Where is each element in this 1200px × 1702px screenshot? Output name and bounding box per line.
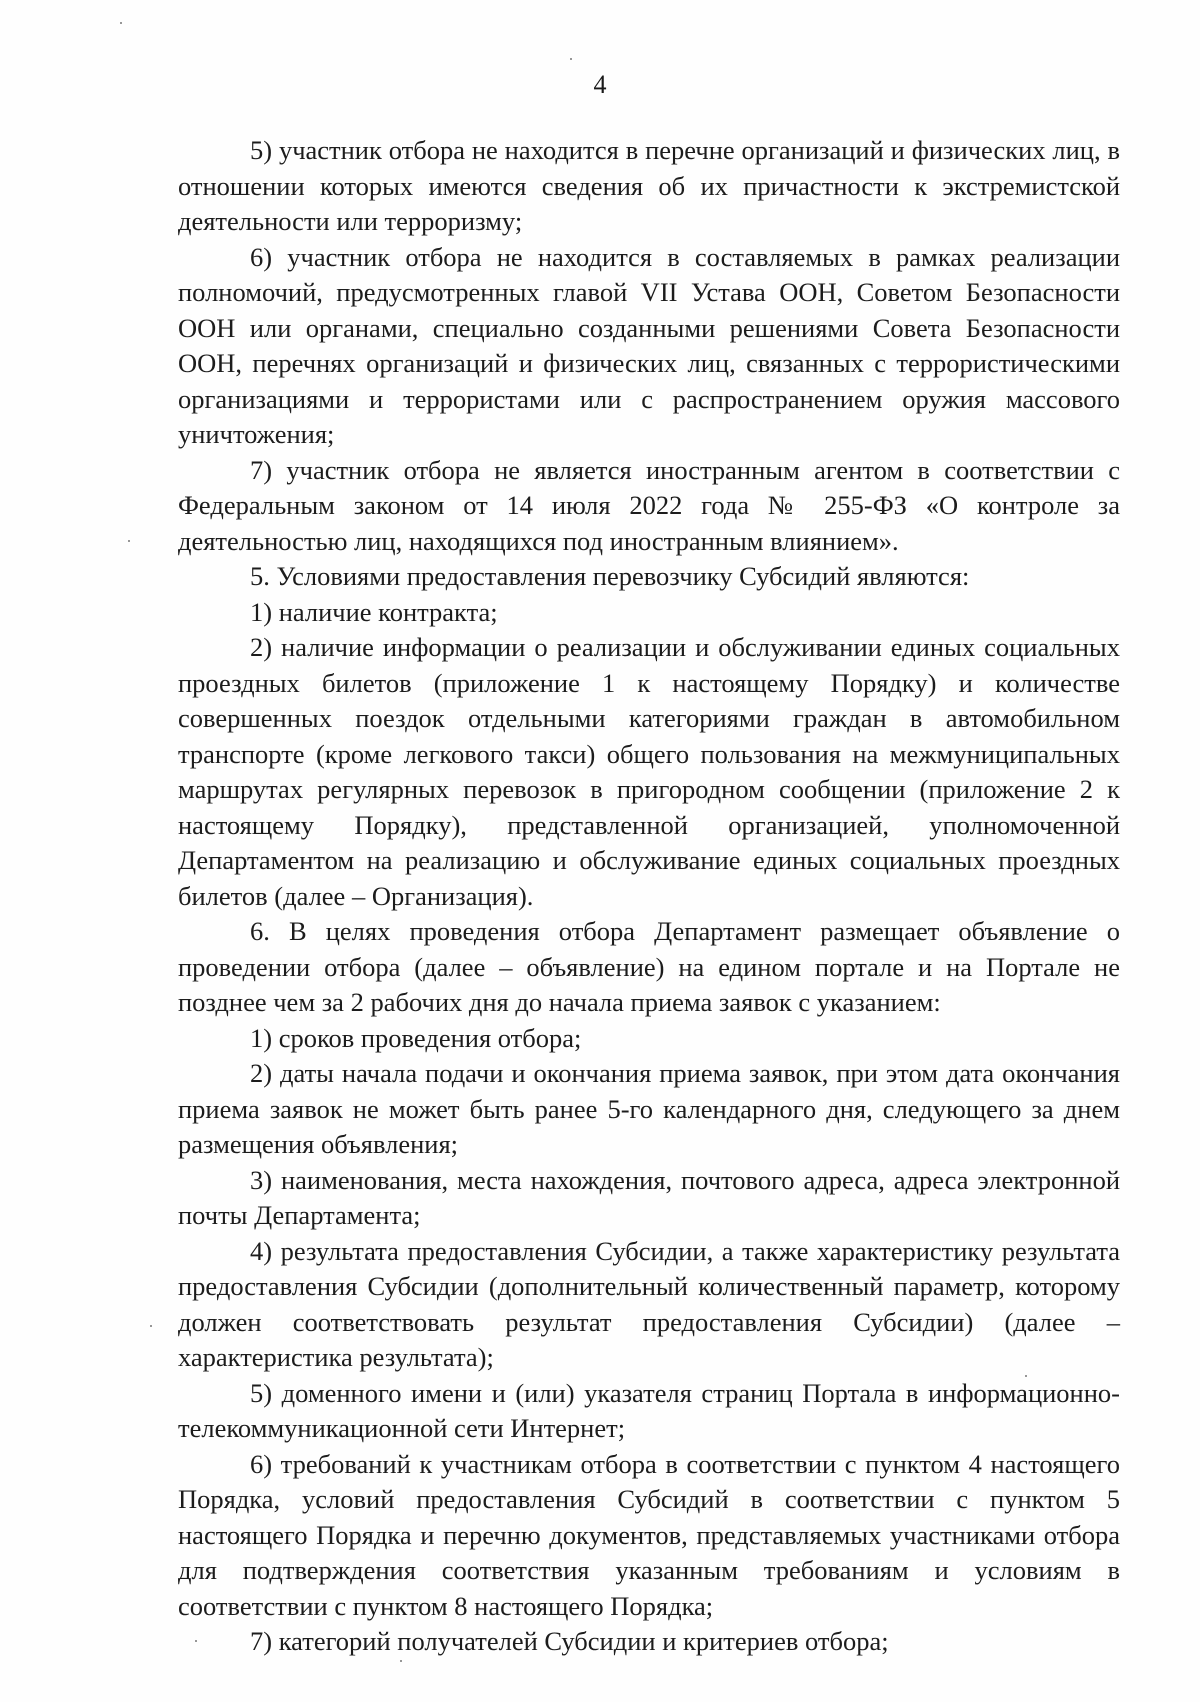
- scan-speck: [150, 1325, 152, 1327]
- paragraph-announcement-7: 7) категорий получателей Субсидии и критериев отбора;: [250, 1626, 889, 1656]
- paragraph-announcement-5: 5) доменного имени и (или) указателя страниц Портала в информационно-телекоммуникационной сети Интернет;: [178, 1377, 1120, 1443]
- paragraph-announcement-1: 1) сроков проведения отбора;: [250, 1022, 582, 1053]
- paragraph-section-5-conditions: 5. Условиями предоставления перевозчику Субсидий являются:: [250, 561, 970, 591]
- paragraph-condition-1: 1) наличие контракта;: [250, 596, 498, 627]
- scan-speck: [570, 58, 572, 60]
- paragraph-announcement-4: 4) результата предоставления Субсидии, а также характеристику результата предоставления Субсидии (дополнительный количественный параметр, которому должен соответствовать результат предоставления Субсидии) (далее – характеристика результата);: [178, 1235, 1120, 1372]
- paragraph-section-6-announcement: 6. В целях проведения отбора Департамент размещает объявление о проведении отбора (далее – объявление) на едином портале и на Портале не позднее чем за 2 рабочих дня до начала приема заявок с указанием:: [178, 916, 1120, 1017]
- paragraph-announcement-6: 6) требований к участникам отбора в соответствии с пунктом 4 настоящего Порядка, условий предоставления Субсидий в соответствии с пунктом 5 настоящего Порядка и перечню документов, представляемых участниками отбора для подтверждения соответствия указанным требованиям и условиям в соответствии с пунктом 8 настоящего Порядка;: [178, 1448, 1120, 1621]
- scan-speck: [1025, 1375, 1027, 1377]
- paragraph-condition-2: 2) наличие информации о реализации и обслуживании единых социальных проездных билетов (приложение 1 к настоящему Порядку) и количестве совершенных поездок отдельными категориями граждан в автомобильном транспорте (кроме легкового такси) общего пользования на межмуниципальных маршрутах регулярных перевозок в пригородном сообщении (приложение 2 к настоящему Порядку), представленной организацией, уполномоченной Департаментом на реализацию и обслуживание единых социальных проездных билетов (далее – Организация).: [178, 632, 1120, 911]
- paragraph-item-7-foreign-agent: 7) участник отбора не является иностранным агентом в соответствии с Федеральным законом от 14 июля 2022 года № 255-ФЗ «О контроле за деятельностью лиц, находящихся под иностранным влиянием».: [178, 454, 1120, 556]
- scan-speck: [128, 540, 130, 542]
- scan-speck: [195, 1640, 197, 1642]
- page-number: 4: [593, 70, 607, 99]
- scan-speck: [400, 1660, 402, 1662]
- paragraph-announcement-2: 2) даты начала подачи и окончания приема заявок, при этом дата окончания приема заявок не может быть ранее 5-го календарного дня, следующего за днем размещения объявления;: [178, 1058, 1120, 1159]
- document-body: [178, 133, 1120, 1660]
- scan-speck: [120, 22, 122, 24]
- paragraph-item-5-extremism: 5) участник отбора не находится в перечне организаций и физических лиц, в отношении которых имеются сведения об их причастности к экстремистской деятельности или терроризму;: [178, 135, 1120, 236]
- paragraph-item-6-un-sanctions: 6) участник отбора не находится в составляемых в рамках реализации полномочий, предусмотренных главой VII Устава ООН, Советом Безопасности ООН или органами, специально созданными решениями Совета Безопасности ООН, перечнях организаций и физических лиц, связанных с террористическими организациями и террористами или с распространением оружия массового уничтожения;: [178, 241, 1120, 449]
- paragraph-announcement-3: 3) наименования, места нахождения, почтового адреса, адреса электронной почты Департамента;: [178, 1164, 1120, 1230]
